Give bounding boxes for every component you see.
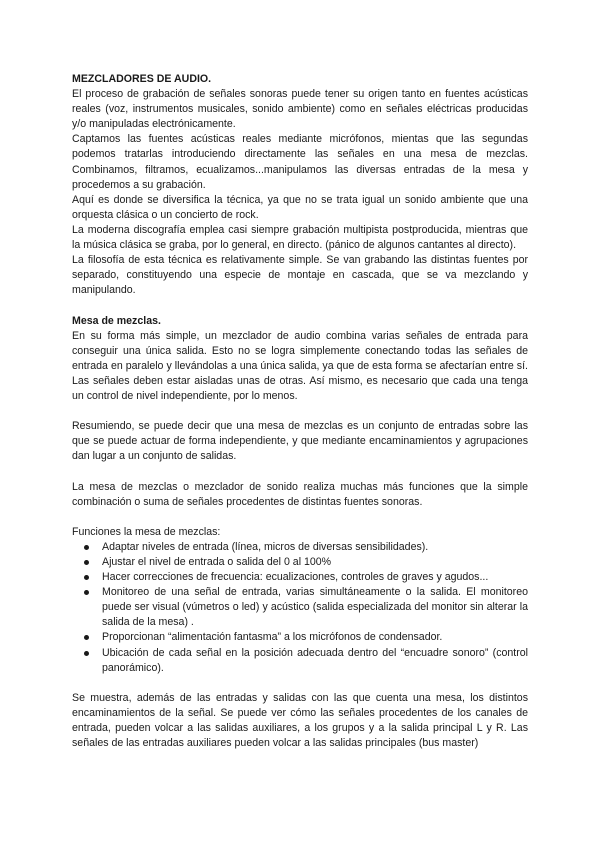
intro-paragraph: El proceso de grabación de señales sonoras puede tener su origen tanto en fuentes acústicas reales (voz, instrumentos musicales, sonido ambiente) como en señales eléctricas producidas y/o manipuladas electrónicamente. [72, 88, 528, 131]
intro-paragraph: Aquí es donde se diversifica la técnica, ya que no se trata igual un sonido ambiente que una orquesta clásica o un concierto de rock. [72, 193, 528, 221]
functions-intro: Funciones la mesa de mezclas: [72, 525, 221, 538]
list-item-text: Adaptar niveles de entrada (línea, micros de diversas sensibilidades). [102, 540, 429, 553]
spacer [72, 464, 528, 479]
list-item-text: Proporcionan “alimentación fantasma” a los micrófonos de condensador. [102, 631, 443, 644]
bullet-icon [84, 590, 89, 595]
list-item-text: Ubicación de cada señal en la posición adecuada dentro del “encuadre sonoro” (control panorámico). [102, 646, 528, 674]
spacer [72, 510, 528, 525]
list-item [72, 630, 528, 645]
list-item-text: Ajustar el nivel de entrada o salida del 0 al 100% [102, 556, 332, 568]
document-title: MEZCLADORES DE AUDIO. [72, 73, 212, 85]
section-paragraph: Resumiendo, se puede decir que una mesa de mezclas es un conjunto de entradas sobre las que se puede actuar de forma independiente, y que mediante encaminamientos y agrupaciones dan lugar a un conjunto de salidas. [72, 420, 528, 463]
bullet-icon [84, 545, 89, 550]
spacer [72, 298, 528, 313]
bullet-icon [84, 651, 89, 656]
list-item [72, 646, 528, 676]
list-item [72, 555, 528, 570]
list-item-text: Hacer correcciones de frecuencia: ecualizaciones, controles de graves y agudos... [102, 571, 489, 584]
closing-paragraph: Se muestra, además de las entradas y salidas con las que cuenta una mesa, los distintos encaminamientos de la señal. Se puede ver cómo las señales procedentes de los canales de entrada, pueden volcar a las salidas auxiliares, a los grupos y a la salida principal L y R. Las señales de las entradas auxiliares pueden volcar a las salidas principales (bus master) [72, 691, 528, 750]
bullet-icon [84, 560, 89, 565]
spacer [72, 676, 528, 691]
intro-paragraph: La filosofía de esta técnica es relativamente simple. Se van grabando las distintas fuentes por separado, constituyendo una especie de montaje en cascada, que se va mezclando y manipulando. [72, 254, 528, 297]
document-page [72, 72, 528, 751]
section-paragraph: La mesa de mezclas o mezclador de sonido realiza muchas más funciones que la simple combinación o suma de señales procedentes de distintas fuentes sonoras. [72, 480, 528, 508]
bullet-icon [84, 575, 89, 580]
spacer [72, 404, 528, 419]
list-item-text: Monitoreo de una señal de entrada, varias simultáneamente o la salida. El monitoreo puede ser visual (vúmetros o led) y acústico (salida especializada del monitor sin alterar la salida de la mesa) . [102, 586, 528, 629]
list-item [72, 570, 528, 585]
functions-list [72, 540, 528, 676]
list-item [72, 540, 528, 555]
list-item [72, 585, 528, 630]
section-paragraph: En su forma más simple, un mezclador de audio combina varias señales de entrada para conseguir una única salida. Esto no se logra simplemente conectando todas las señales de entrada en paralelo y llevándolas a una única salida, ya que de esta forma se afectarían entre sí. Las señales deben estar aisladas unas de otras. Así mismo, es necesario que cada una tenga un control de nivel independiente, por lo menos. [72, 329, 528, 402]
bullet-icon [84, 635, 89, 640]
section-heading: Mesa de mezclas. [72, 314, 161, 327]
intro-paragraph: Captamos las fuentes acústicas reales mediante micrófonos, mientas que las segundas podemos tratarlas introduciendo directamente las señales en una mesa de mezclas. Combinamos, filtramos, ecualizamos...manipulamos las diversas entradas de la mesa y procedemos a su grabación. [72, 133, 528, 191]
intro-paragraph: La moderna discografía emplea casi siempre grabación multipista postproducida, mientras que la música clásica se graba, por lo general, en directo. (pánico de algunos cantantes al directo). [72, 223, 528, 252]
